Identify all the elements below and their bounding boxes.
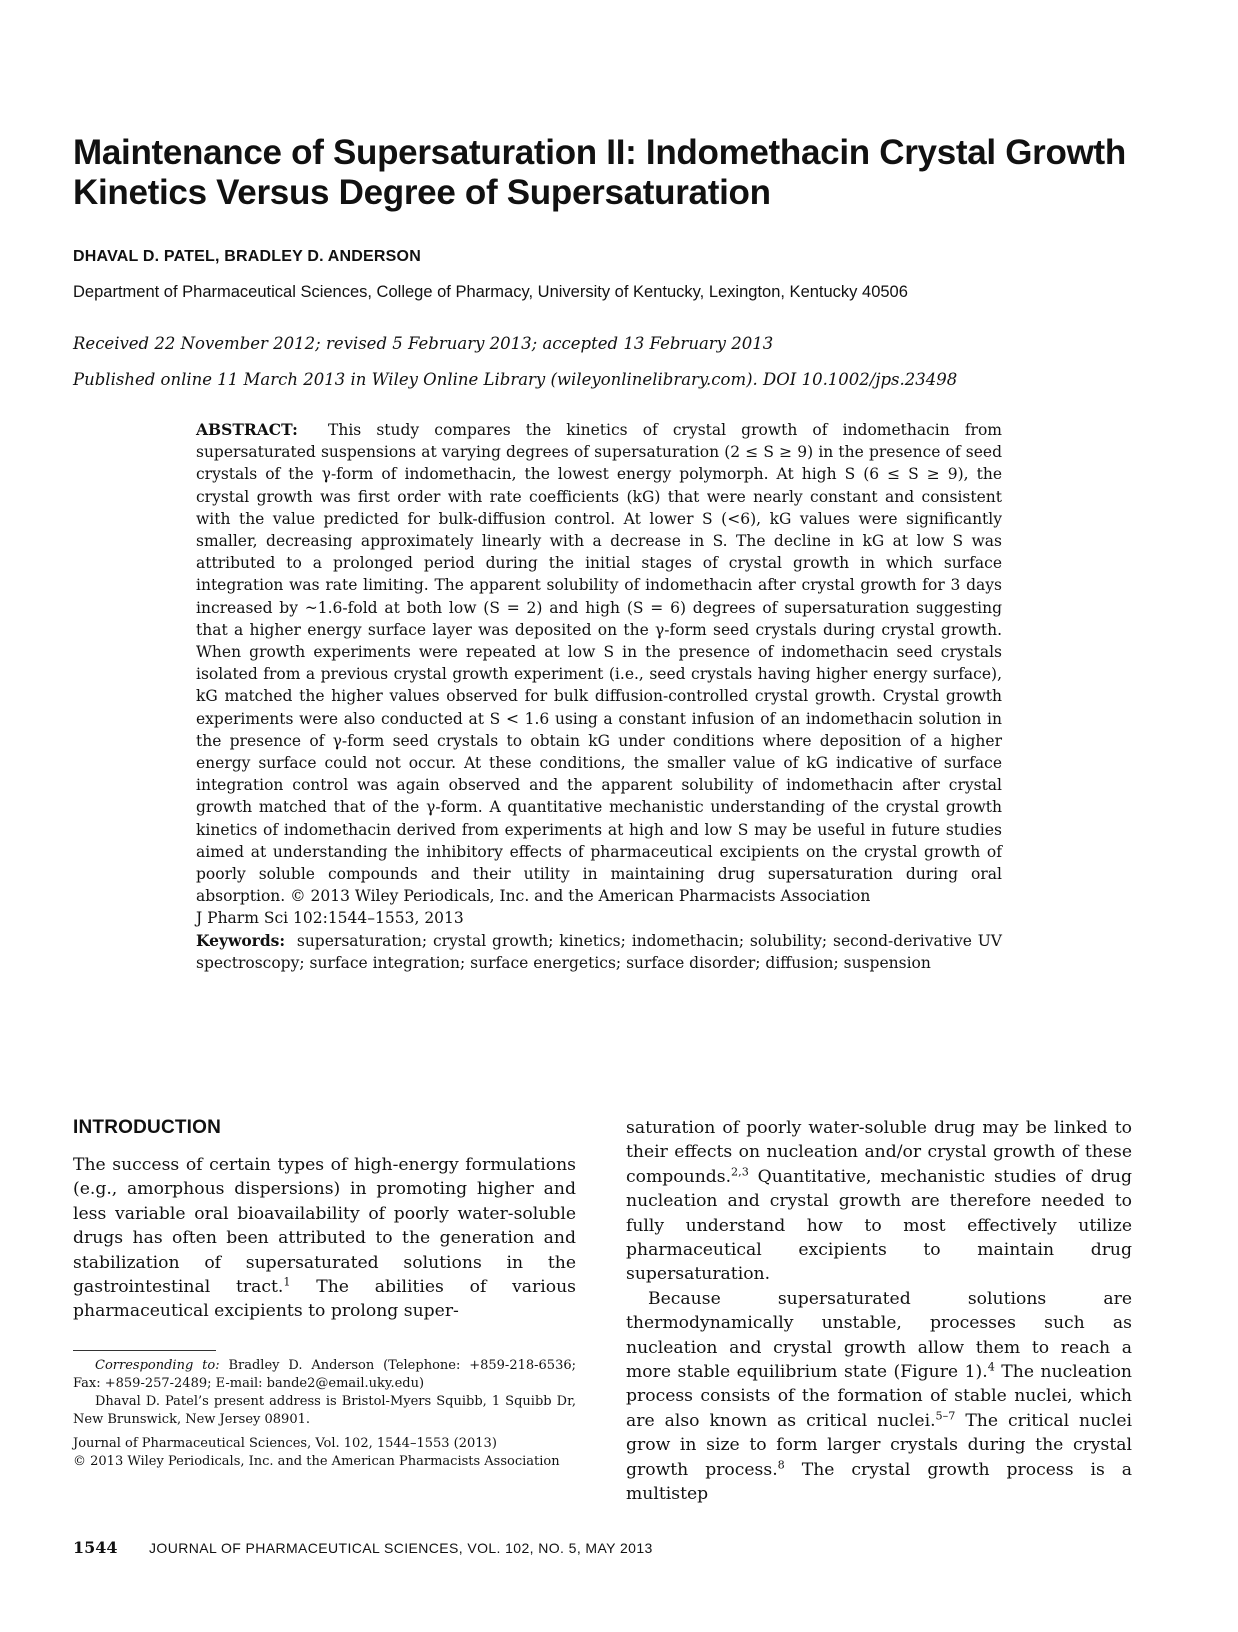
left-column — [73, 1153, 576, 1324]
corresponding-text: Bradley D. Anderson (Telephone: +859-218-6536; Fax: +859-257-2489; E-mail: bande2@email.uky.edu) — [73, 1358, 576, 1391]
intro-text-6: The nucleation process consists of the formation of stable nuclei, which are also known as critical nuclei. — [626, 1362, 1132, 1431]
present-address-note: Dhaval D. Patel’s present address is Bristol-Myers Squibb, 1 Squibb Dr, New Brunswick, New Jersey 08901. — [73, 1394, 576, 1427]
section-heading-introduction: INTRODUCTION — [73, 1117, 222, 1138]
copyright-note: © 2013 Wiley Periodicals, Inc. and the American Pharmacists Association — [73, 1454, 560, 1469]
article-title — [73, 133, 1173, 213]
intro-text-5: Because supersaturated solutions are thermodynamically unstable, processes such as nucleation and crystal growth allow them to reach a more stable equilibrium state (Figure 1). — [626, 1288, 1132, 1383]
footnotes — [73, 1357, 576, 1471]
intro-text-7: The critical nuclei grow in size to form larger crystals during the crystal growth process. — [626, 1410, 1132, 1480]
citation-ref: 2,3 — [731, 1165, 749, 1179]
intro-paragraph-1-continued — [626, 1116, 1132, 1287]
title-line-2: Kinetics Versus Degree of Supersaturation — [73, 173, 771, 212]
affiliation: Department of Pharmaceutical Sciences, College of Pharmacy, University of Kentucky, Lexington, Kentucky 40506 — [73, 283, 908, 301]
citation-ref: 4 — [987, 1360, 995, 1374]
running-footer-journal: JOURNAL OF PHARMACEUTICAL SCIENCES, VOL. 102, NO. 5, MAY 2013 — [149, 1540, 653, 1556]
abstract — [196, 419, 1002, 974]
intro-paragraph-1 — [73, 1153, 576, 1324]
intro-text-2: The abilities of various pharmaceutical excipients to prolong super- — [73, 1277, 576, 1322]
received-dates: Received 22 November 2012; revised 5 February 2013; accepted 13 February 2013 — [73, 334, 774, 353]
keywords-text: supersaturation; crystal growth; kinetics; indomethacin; solubility; second-derivative UV spectroscopy; surface integration; surface energetics; surface disorder; diffusion; suspension — [196, 931, 1002, 972]
keywords — [196, 930, 1002, 974]
abstract-body — [196, 419, 1002, 907]
title-line-1: Maintenance of Supersaturation II: Indomethacin Crystal Growth — [73, 133, 1126, 172]
intro-text-1: The success of certain types of high-energy formulations (e.g., amorphous dispersions) in promoting higher and less variable oral bioavailability of poorly water-soluble drugs has often been attributed to the generation and stabilization of supersaturated solutions in the gastrointestinal tract. — [73, 1155, 576, 1298]
intro-paragraph-2 — [626, 1287, 1132, 1507]
journal-volume-note: Journal of Pharmaceutical Sciences, Vol. 102, 1544–1553 (2013) — [73, 1436, 497, 1451]
keywords-label: Keywords: — [196, 930, 286, 950]
corresponding-author-note — [73, 1357, 576, 1393]
citation-ref: 5–7 — [935, 1409, 956, 1423]
corresponding-label: Corresponding to: — [95, 1358, 220, 1373]
author-list: DHAVAL D. PATEL, BRADLEY D. ANDERSON — [73, 248, 421, 265]
intro-text-3: saturation of poorly water-soluble drug may be linked to their effects on nucleation and/or crystal growth of these compounds. — [626, 1118, 1132, 1187]
abstract-text: This study compares the kinetics of crystal growth of indomethacin from supersaturated suspensions at varying degrees of supersaturation (2 ≤ S ≥ 9) in the presence of seed crystals of the γ-form of indomethacin, the lowest energy polymorph. At high S (6 ≤ S ≥ 9), the crystal growth was first order with rate coefficients (kG) that were nearly constant and consistent with the value predicted for bulk-diffusion control. At lower S (<6), kG values were significantly smaller, decreasing approximately linearly with a decrease in S. The decline in kG at low S was attributed to a prolonged period during the initial stages of crystal growth in which surface integration was rate limiting. The apparent solubility of indomethacin after crystal growth for 3 days increased by ~1.6-fold at both low (S = 2) and high (S = 6) degrees of supersaturation suggesting that a higher energy surface layer was deposited on the γ-form seed crystals during crystal growth. When growth experiments were repeated at low S in the presence of indomethacin seed crystals isolated from a previous crystal growth experiment (i.e., seed crystals having higher energy surface), kG matched the higher values observed for bulk diffusion-controlled crystal growth. Crystal growth experiments were also conducted at S < 1.6 using a constant infusion of an indomethacin solution in the presence of γ-form seed crystals to obtain kG under conditions where deposition of a higher energy surface could not occur. At these conditions, the smaller value of kG indicative of surface integration control was again observed and the apparent solubility of indomethacin after crystal growth matched that of the γ-form. A quantitative mechanistic understanding of the crystal growth kinetics of indomethacin derived from experiments at high and low S may be useful in future studies aimed at understanding the inhibitory effects of pharmaceutical excipients on the crystal growth of poorly soluble compounds and their utility in maintaining drug supersaturation during oral absorption. © 2013 Wiley Periodicals, Inc. and the American Pharmacists Association — [196, 421, 1002, 906]
right-column — [626, 1116, 1132, 1507]
publication-info: Published online 11 March 2013 in Wiley Online Library (wileyonlinelibrary.com). DOI 10.1002/jps.23498 — [73, 370, 958, 389]
intro-text-4: Quantitative, mechanistic studies of drug nucleation and crystal growth are therefore needed to fully understand how to most effectively utilize pharmaceutical excipients to maintain drug supersaturation. — [626, 1166, 1132, 1285]
page-number: 1544 — [73, 1538, 118, 1557]
journal-citation: J Pharm Sci 102:1544–1553, 2013 — [196, 909, 464, 928]
footnote-divider — [73, 1350, 216, 1351]
page-footer — [73, 1538, 653, 1558]
intro-text-8: The crystal growth process is a multistep — [626, 1459, 1132, 1505]
abstract-label: ABSTRACT: — [196, 420, 298, 439]
citation-ref: 8 — [777, 1457, 785, 1471]
citation-ref: 1 — [283, 1275, 291, 1289]
